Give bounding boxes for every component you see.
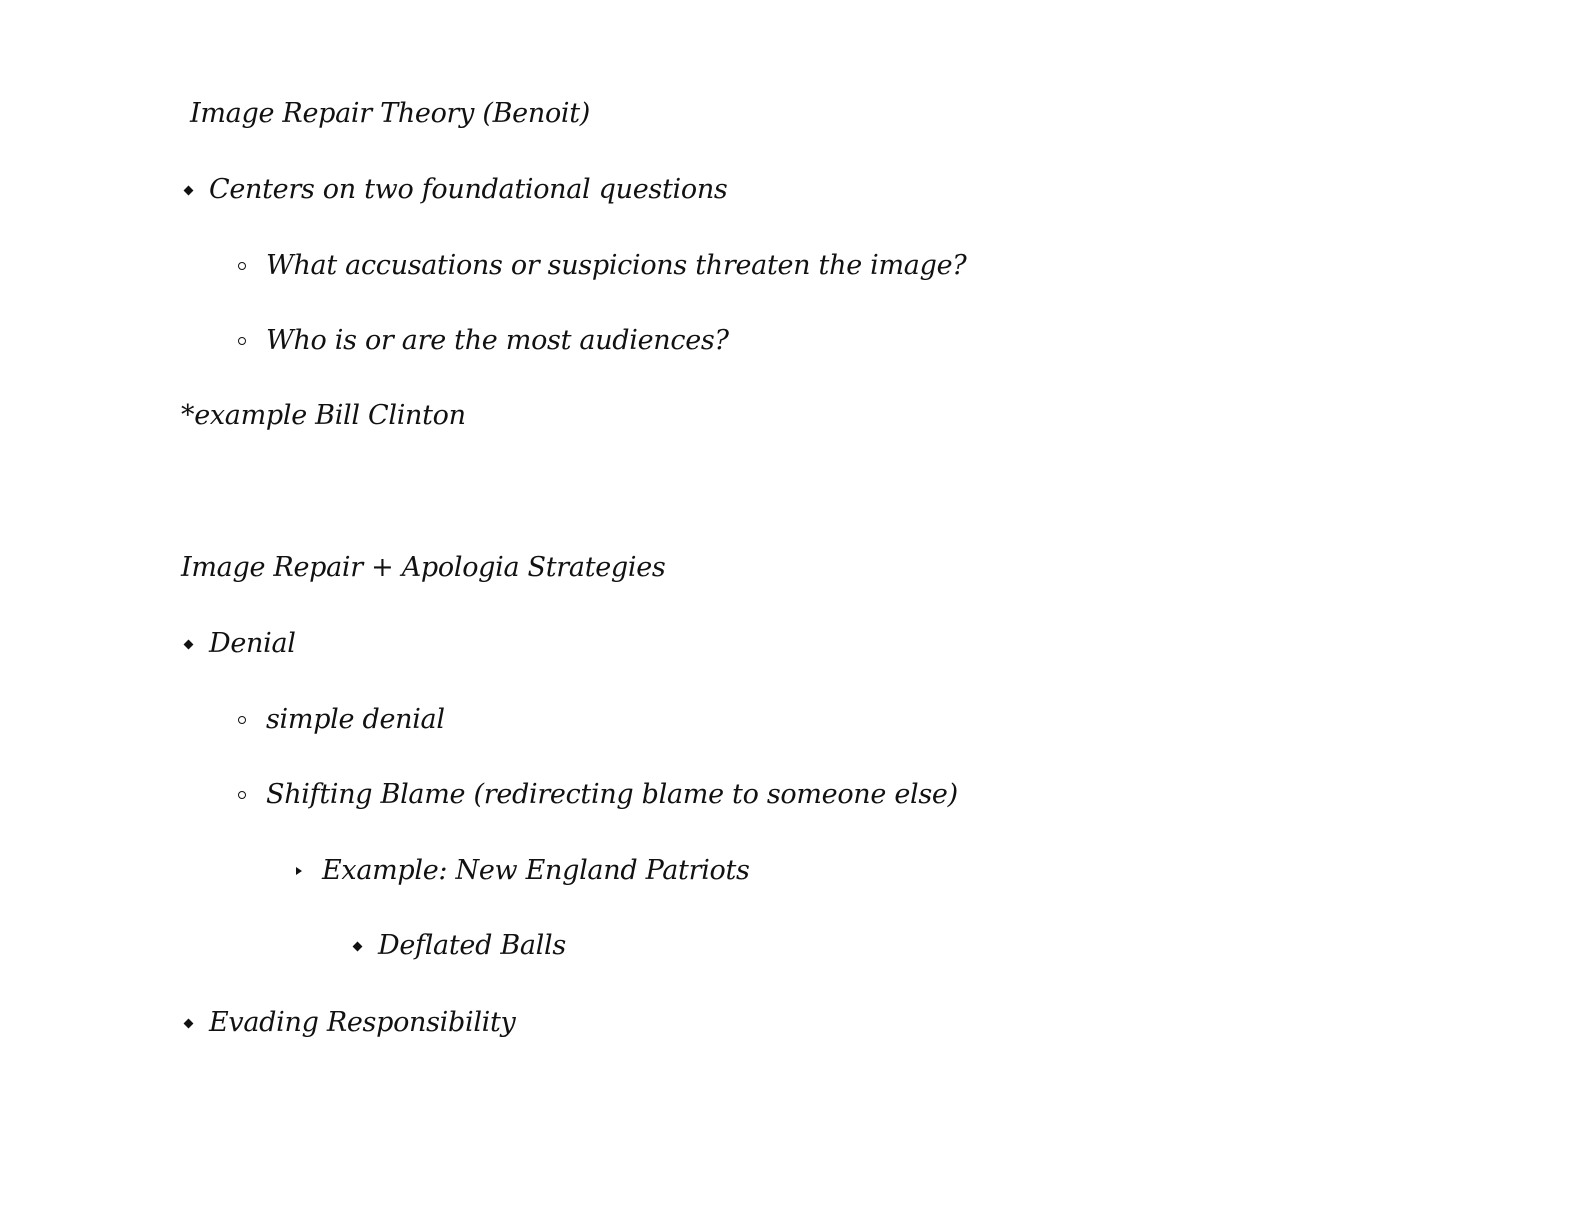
level4-bullet-item-deflated-balls <box>354 928 566 964</box>
sub-sub-bullet-item-patriots <box>296 853 750 889</box>
circle-bullet-icon <box>238 791 246 799</box>
section-heading-image-repair-theory: Image Repair Theory (Benoit) <box>190 98 591 129</box>
section-heading-apologia-strategies: Image Repair + Apologia Strategies <box>181 552 666 583</box>
bullet-text: Centers on two foundational questions <box>209 174 728 205</box>
bullet-item-centers <box>185 172 727 208</box>
diamond-bullet-icon <box>184 1018 194 1028</box>
sub-bullet-text: Who is or are the most audiences? <box>266 325 729 356</box>
sub-sub-bullet-text: Example: New England Patriots <box>322 855 750 886</box>
circle-bullet-icon <box>238 262 246 270</box>
sub-bullet-item-shifting-blame <box>238 777 958 813</box>
sub-bullet-text: simple denial <box>266 704 445 735</box>
sub-bullet-text: Shifting Blame (redirecting blame to someone else) <box>266 779 958 810</box>
example-note: *example Bill Clinton <box>181 400 466 431</box>
bullet-text: Denial <box>209 628 296 659</box>
circle-bullet-icon <box>238 716 246 724</box>
sub-bullet-item-accusations <box>238 248 966 284</box>
circle-bullet-icon <box>238 337 246 345</box>
bullet-item-evading-responsibility <box>185 1005 516 1041</box>
sub-bullet-item-audiences <box>238 323 729 359</box>
level4-bullet-text: Deflated Balls <box>378 930 566 961</box>
diamond-bullet-icon <box>184 185 194 195</box>
diamond-bullet-icon <box>184 639 194 649</box>
bullet-item-denial <box>185 626 296 662</box>
triangle-bullet-icon <box>296 867 302 875</box>
sub-bullet-text: What accusations or suspicions threaten the image? <box>266 250 967 281</box>
diamond-bullet-icon <box>353 941 363 951</box>
sub-bullet-item-simple-denial <box>238 702 445 738</box>
bullet-text: Evading Responsibility <box>209 1007 516 1038</box>
